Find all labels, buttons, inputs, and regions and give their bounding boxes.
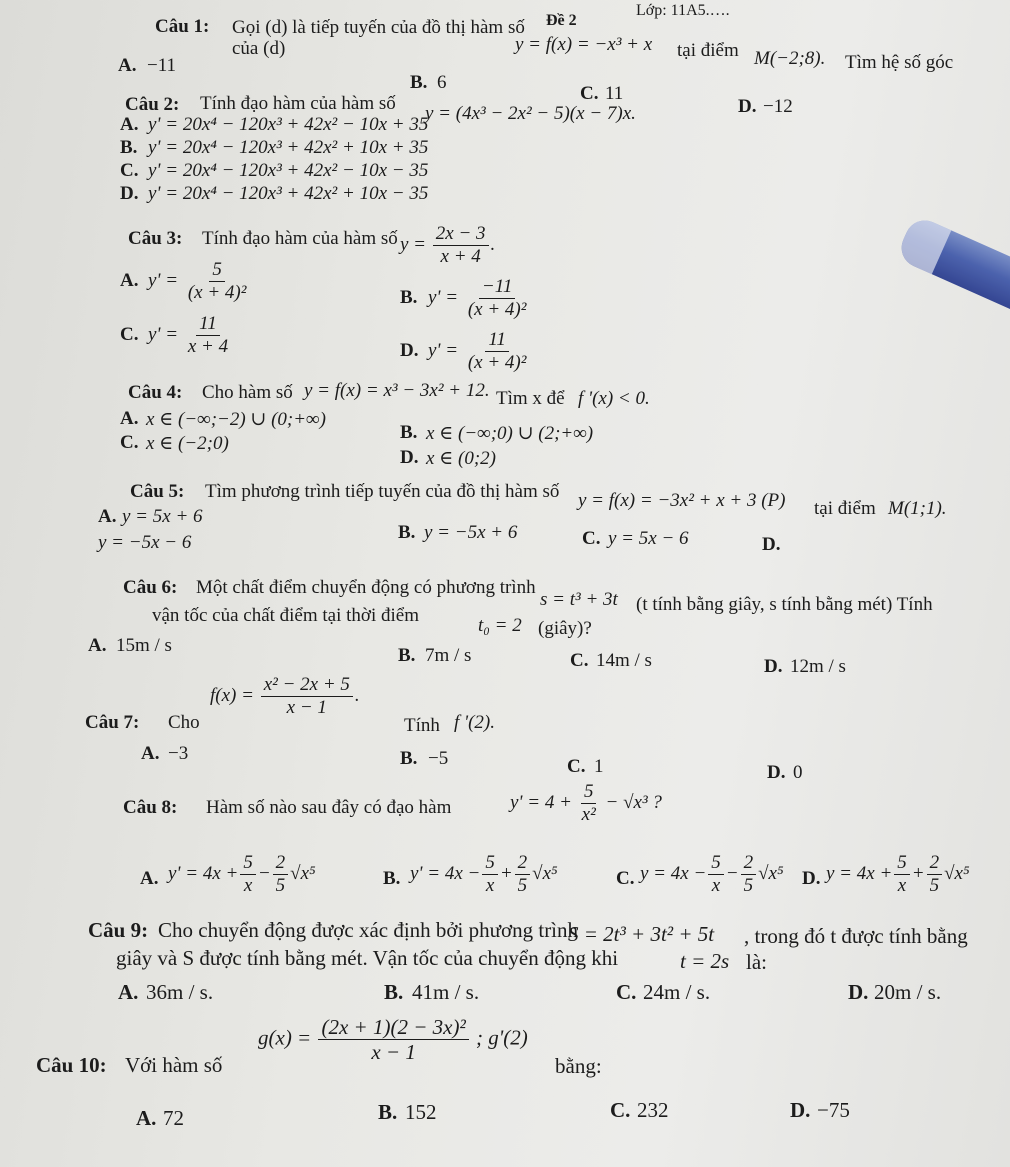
question-text: Tính đạo hàm của hàm số	[200, 93, 396, 114]
fraction	[465, 277, 530, 320]
question-text: Cho	[168, 712, 200, 733]
formula-part: −	[725, 862, 739, 884]
option-text: 1	[594, 756, 604, 777]
point: M(−2;8).	[754, 48, 826, 69]
fraction	[515, 853, 531, 896]
formula: t = 2s	[680, 949, 730, 973]
option-key: B.	[398, 522, 416, 543]
option-text: y' = 20x⁴ − 120x³ + 42x² + 10x + 35	[148, 137, 429, 158]
option-text: 6	[437, 72, 447, 93]
option-key: B.	[400, 748, 418, 769]
question-label: Câu 10:	[36, 1053, 107, 1077]
numerator: 5	[581, 782, 597, 804]
question-label: Câu 2:	[125, 94, 180, 115]
question-label: Câu 4:	[128, 382, 183, 403]
question-text: vận tốc của chất điểm tại thời điểm	[152, 605, 419, 626]
denominator: x²	[581, 803, 596, 825]
formula: y = f(x) = x³ − 3x² + 12.	[304, 380, 490, 401]
question-label: Câu 6:	[123, 577, 178, 598]
denominator: x	[897, 874, 907, 896]
option-text: −5	[428, 748, 449, 769]
formula-part: y = 4x +	[826, 862, 893, 884]
option-key: B.	[400, 287, 418, 308]
option-text: 20m / s.	[874, 980, 942, 1004]
formula	[400, 224, 495, 267]
formula: t₀ = 2	[478, 615, 522, 636]
formula-part: √x⁵	[532, 862, 558, 884]
option-key: B.	[384, 980, 404, 1004]
pen-photo-object	[895, 214, 1010, 323]
option-text: 152	[405, 1100, 437, 1124]
question-text: Cho hàm số	[202, 382, 293, 403]
question-label: Câu 8:	[123, 797, 178, 818]
exam-code: Đề 2	[546, 12, 577, 29]
denominator: 5	[517, 874, 528, 896]
option-text: −11	[147, 55, 177, 76]
option-key: D.	[790, 1098, 811, 1122]
fraction	[433, 224, 489, 267]
option-text: y' = 20x⁴ − 120x³ + 42x² − 10x + 35	[148, 114, 429, 135]
numerator: 5	[708, 853, 724, 875]
numerator: 2	[273, 853, 289, 875]
option-text: 0	[793, 762, 803, 783]
option-text: −3	[168, 743, 189, 764]
question-text: tại điểm	[814, 498, 876, 519]
class-label: Lớp: 11A5.….	[636, 2, 730, 19]
option-text: y = 5x − 6	[608, 528, 689, 549]
option-key: B.	[400, 422, 418, 443]
option-text: y = −5x + 6	[424, 522, 518, 543]
fraction	[185, 314, 231, 357]
fraction	[465, 330, 530, 373]
fraction	[185, 260, 250, 303]
question-text: Tính đạo hàm của hàm số	[202, 228, 398, 249]
formula: y = (4x³ − 2x² − 5)(x − 7)x.	[425, 103, 636, 124]
fraction	[894, 853, 910, 896]
numerator: 5	[482, 853, 498, 875]
question-text: Cho chuyển động được xác định bởi phương trình	[158, 918, 579, 942]
option-text: x ∈ (0;2)	[426, 448, 496, 469]
formula-end: .	[354, 684, 360, 706]
question-label: Câu 9:	[88, 918, 149, 942]
question-label: Câu 5:	[130, 481, 185, 502]
numerator: 2x − 3	[433, 224, 489, 246]
numerator: 2	[515, 853, 531, 875]
pen-cap	[895, 214, 951, 274]
formula: y = f(x) = −3x² + x + 3 (P)	[578, 490, 786, 511]
formula-part: √x⁵	[758, 862, 784, 884]
option-key: D.	[400, 340, 419, 361]
formula-part: +	[911, 862, 925, 884]
option-key: C.	[567, 756, 586, 777]
option-key: A.	[141, 743, 160, 764]
denominator: x − 1	[286, 696, 327, 718]
option-text: −75	[817, 1098, 850, 1122]
option-key: A.	[140, 868, 159, 889]
option-key: D.	[400, 447, 419, 468]
denominator: (x + 4)²	[187, 281, 247, 303]
fraction	[482, 853, 498, 896]
option-text: 36m / s.	[146, 980, 214, 1004]
option-key: C.	[616, 868, 635, 889]
option-key: D.	[738, 96, 757, 117]
numerator: −11	[479, 277, 515, 299]
formula: s = t³ + 3t	[540, 589, 618, 610]
option-key: A.	[118, 980, 139, 1004]
formula-lhs: y =	[400, 233, 427, 255]
option-key: A.	[118, 55, 137, 76]
option-text: 14m / s	[596, 650, 652, 671]
fraction	[579, 782, 599, 825]
option-lhs: y' =	[428, 286, 459, 308]
option-text: x ∈ (−2;0)	[146, 433, 229, 454]
formula-part: √x⁵	[290, 862, 316, 884]
denominator: 5	[929, 874, 940, 896]
option-lhs: y' =	[148, 323, 179, 345]
condition: f '(x) < 0.	[578, 388, 650, 409]
option-text: 11	[605, 83, 624, 104]
question-text: Gọi (d) là tiếp tuyến của đồ thị hàm số	[232, 17, 525, 38]
formula-part: +	[499, 862, 513, 884]
fraction	[927, 853, 943, 896]
question-text: tại điểm	[677, 40, 739, 61]
option-text: 41m / s.	[412, 980, 480, 1004]
option-key: C.	[580, 83, 599, 104]
option-key: D.	[764, 656, 783, 677]
question-text: Một chất điểm chuyển động có phương trình	[196, 577, 536, 598]
formula-lhs: g(x) =	[258, 1025, 312, 1050]
question-text: bằng:	[555, 1054, 602, 1078]
option-key: D.	[848, 980, 869, 1004]
question-text: Tìm x để	[496, 388, 565, 409]
numerator: 11	[196, 314, 220, 336]
numerator: 5	[209, 260, 225, 282]
question-text: Với hàm số	[125, 1053, 223, 1077]
option-key: C.	[120, 324, 139, 345]
denominator: x	[243, 874, 253, 896]
option-text: 7m / s	[425, 645, 472, 666]
option-formula	[826, 853, 970, 896]
formula-end: ; g'(2)	[476, 1025, 528, 1050]
option-key: A.	[120, 408, 139, 429]
fraction	[741, 853, 757, 896]
denominator: (x + 4)²	[467, 351, 527, 373]
denominator: x + 4	[440, 245, 481, 267]
option-formula	[428, 277, 531, 320]
question-label: Câu 7:	[85, 712, 140, 733]
numerator: x² − 2x + 5	[261, 675, 353, 697]
question-text: Tìm phương trình tiếp tuyến của đồ thị hàm số	[205, 481, 560, 502]
fraction	[708, 853, 724, 896]
formula-part: −	[257, 862, 271, 884]
option-lhs: y' =	[428, 339, 459, 361]
question-label: Câu 1:	[155, 16, 210, 37]
option-key: A.	[136, 1106, 157, 1130]
numerator: 2	[741, 853, 757, 875]
option-text: x ∈ (−∞;0) ∪ (2;+∞)	[426, 423, 594, 444]
option-text-continued: y = −5x − 6	[98, 532, 192, 553]
option-key: A.	[120, 270, 139, 291]
fraction	[261, 675, 353, 718]
option-text: x ∈ (−∞;−2) ∪ (0;+∞)	[146, 409, 326, 430]
option-key: B.	[410, 72, 428, 93]
option-key: D.	[762, 534, 781, 555]
formula	[210, 675, 360, 718]
option-formula	[168, 853, 316, 896]
question-text: của (d)	[232, 38, 286, 59]
option-key: C.	[120, 432, 139, 453]
option-key: B.	[398, 645, 416, 666]
formula-part: − √x³ ?	[605, 791, 662, 813]
denominator: x − 1	[371, 1040, 416, 1065]
numerator: 5	[240, 853, 256, 875]
option-key: C.	[610, 1098, 631, 1122]
denominator: 5	[743, 874, 754, 896]
option-key: D.	[120, 183, 139, 204]
question-label: Câu 3:	[128, 228, 183, 249]
formula-part: y' = 4x −	[410, 862, 481, 884]
option-text: 72	[163, 1106, 184, 1130]
denominator: (x + 4)²	[467, 298, 527, 320]
option-text: 15m / s	[116, 635, 172, 656]
formula: y = f(x) = −x³ + x	[515, 34, 653, 55]
option-formula	[148, 260, 251, 303]
formula: S = 2t³ + 3t² + 5t	[568, 922, 715, 946]
option-text: 24m / s.	[643, 980, 711, 1004]
option-formula	[148, 314, 233, 357]
numerator: 5	[894, 853, 910, 875]
option-key: D.	[767, 762, 786, 783]
question-text: (giây)?	[538, 618, 592, 639]
option-lhs: y' =	[148, 269, 179, 291]
formula-lhs: f(x) =	[210, 684, 254, 706]
question-text: (t tính bằng giây, s tính bằng mét) Tính	[636, 594, 933, 615]
numerator: (2x + 1)(2 − 3x)²	[318, 1016, 468, 1040]
question-text: là:	[746, 950, 767, 974]
denominator: x + 4	[187, 335, 229, 357]
numerator: 11	[485, 330, 509, 352]
option-key: C.	[582, 528, 601, 549]
formula: f '(2).	[454, 712, 495, 733]
option-key: B.	[120, 137, 138, 158]
formula-part: √x⁵	[944, 862, 970, 884]
option-text: −12	[763, 96, 793, 117]
option-key: C.	[570, 650, 589, 671]
formula	[510, 782, 662, 825]
formula-part: y = 4x −	[640, 862, 707, 884]
denominator: x	[485, 874, 495, 896]
option-formula	[410, 853, 558, 896]
option-key: A.	[88, 635, 107, 656]
numerator: 2	[927, 853, 943, 875]
option-text: y = 5x + 6	[122, 506, 203, 527]
question-text: , trong đó t được tính bằng	[744, 924, 968, 948]
fraction	[273, 853, 289, 896]
formula-end: .	[490, 233, 496, 255]
fraction	[318, 1016, 468, 1063]
formula	[258, 1016, 528, 1063]
fraction	[240, 853, 256, 896]
formula-part: y' = 4x +	[168, 862, 239, 884]
option-text: y' = 20x⁴ − 120x³ + 42x² + 10x − 35	[148, 183, 429, 204]
option-key: A.	[120, 114, 139, 135]
option-key: A.	[98, 506, 117, 527]
option-formula	[428, 330, 531, 373]
option-key: C.	[120, 160, 139, 181]
question-text: Hàm số nào sau đây có đạo hàm	[206, 797, 452, 818]
option-text: 12m / s	[790, 656, 846, 677]
option-key: C.	[616, 980, 637, 1004]
point: M(1;1).	[888, 498, 947, 519]
denominator: 5	[275, 874, 286, 896]
question-text: Tính	[404, 715, 440, 736]
option-formula	[640, 853, 784, 896]
option-key: B.	[378, 1100, 398, 1124]
option-text: 232	[637, 1098, 669, 1122]
option-text: y' = 20x⁴ − 120x³ + 42x² − 10x − 35	[148, 160, 429, 181]
question-text: Tìm hệ số góc	[845, 52, 954, 73]
question-text: giây và S được tính bằng mét. Vận tốc của chuyển động khi	[116, 946, 619, 970]
denominator: x	[711, 874, 721, 896]
option-key: D.	[802, 868, 821, 889]
option-key: B.	[383, 868, 401, 889]
formula-part: y' = 4 +	[510, 791, 572, 813]
